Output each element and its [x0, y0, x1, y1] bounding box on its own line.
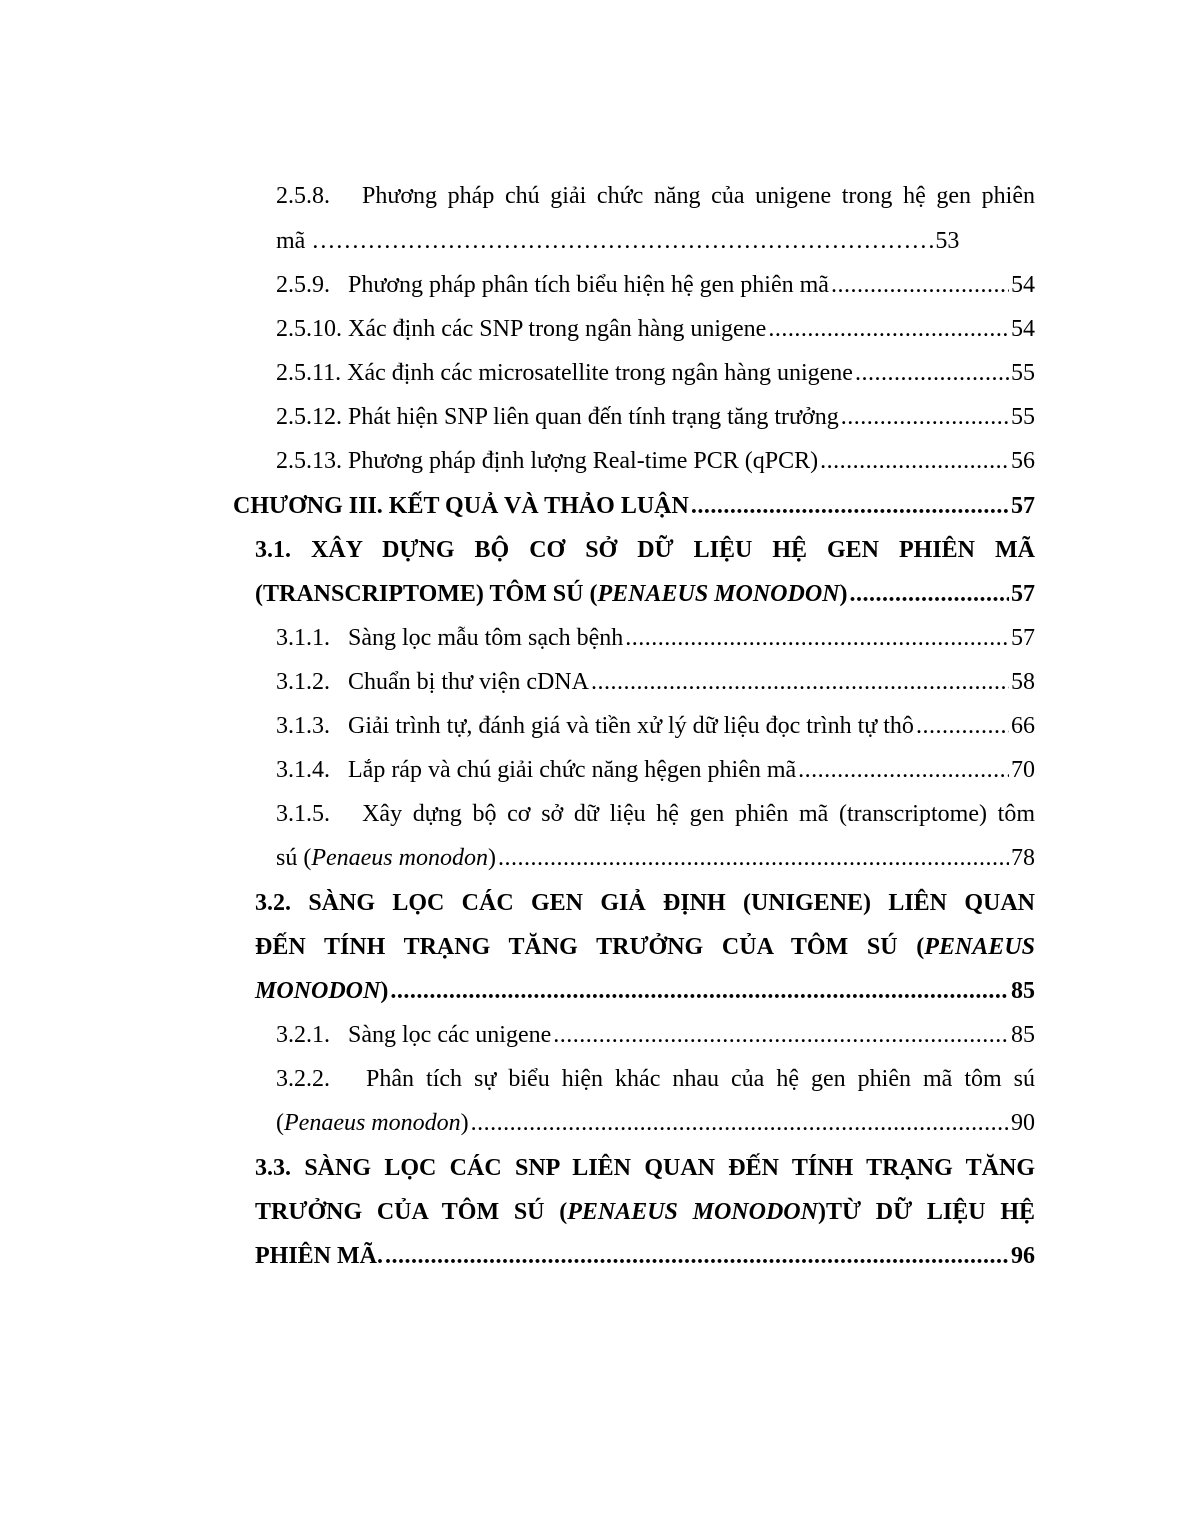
entry-title: 3.2.1. Sàng lọc các unigene	[276, 1022, 552, 1048]
dot-leader	[831, 263, 1009, 307]
page-number: 85	[1011, 978, 1035, 1004]
section-title-continued: (TRANSCRIPTOME) TÔM SÚ (PENAEUS MONODON)	[255, 581, 848, 607]
page-number: 54	[1011, 316, 1035, 342]
toc-section-3-3-line-2	[255, 1190, 1035, 1234]
toc-entry-2-5-8-line-1	[276, 174, 1035, 218]
entry-title: 3.2.2. Phân tích sự biểu hiện khác nhau của hệ gen phiên mã tôm sú	[276, 1066, 1035, 1092]
entry-title: 2.5.13. Phương pháp định lượng Real-time PCR (qPCR)	[276, 448, 819, 474]
species-name: PENAEUS	[924, 934, 1035, 960]
chapter-title: CHƯƠNG III. KẾT QUẢ VÀ THẢO LUẬN	[233, 493, 689, 519]
section-title: 3.1. XÂY DỰNG BỘ CƠ SỞ DỮ LIỆU HỆ GEN PHIÊN MÃ	[255, 537, 1035, 563]
dot-leader	[841, 395, 1009, 439]
toc-entry-3-1-3	[276, 704, 1035, 748]
toc-section-3-2-line-2	[255, 925, 1035, 969]
toc-entry-3-1-5-line-2	[276, 836, 1035, 880]
toc-entry-2-5-13	[276, 439, 1035, 483]
toc-section-3-2-line-1	[255, 881, 1035, 925]
section-title: 3.2. SÀNG LỌC CÁC GEN GIẢ ĐỊNH (UNIGENE) LIÊN QUAN	[255, 890, 1035, 916]
toc-entry-3-1-5-line-1	[276, 792, 1035, 836]
page-number: 57	[1011, 493, 1035, 519]
dot-leader	[691, 484, 1009, 528]
dot-leader	[850, 572, 1010, 616]
page-number: 78	[1011, 845, 1035, 871]
entry-title: 3.1.4. Lắp ráp và chú giải chức năng hệgen phiên mã	[276, 757, 797, 783]
page-number: 70	[1011, 757, 1035, 783]
dot-leader	[768, 307, 1009, 351]
section-title: 3.3. SÀNG LỌC CÁC SNP LIÊN QUAN ĐẾN TÍNH TRẠNG TĂNG	[255, 1155, 1035, 1181]
page-number: 55	[1011, 404, 1035, 430]
section-title-continued: TRƯỞNG CỦA TÔM SÚ (PENAEUS MONODON)TỪ DỮ LIỆU HỆ	[255, 1199, 1035, 1225]
entry-title: 3.1.3. Giải trình tự, đánh giá và tiền xử lý dữ liệu đọc trình tự thô	[276, 713, 914, 739]
page-number: 58	[1011, 669, 1035, 695]
dot-leader	[820, 439, 1009, 483]
dot-leader	[553, 1013, 1009, 1057]
entry-title: 2.5.9. Phương pháp phân tích biểu hiện hệ gen phiên mã	[276, 272, 829, 298]
dot-leader	[591, 660, 1009, 704]
toc-entry-3-1-1	[276, 616, 1035, 660]
entry-title: 3.1.2. Chuẩn bị thư viện cDNA	[276, 669, 589, 695]
species-name: Penaeus monodon	[311, 845, 488, 871]
dot-leader	[390, 969, 1009, 1013]
entry-title: 3.1.5. Xây dựng bộ cơ sở dữ liệu hệ gen phiên mã (transcriptome) tôm	[276, 801, 1035, 827]
entry-title: 2.5.10. Xác định các SNP trong ngân hàng unigene	[276, 316, 767, 342]
page-number: 54	[1011, 272, 1035, 298]
dot-leader	[798, 748, 1009, 792]
page-number: 57	[1011, 625, 1035, 651]
toc-section-3-2-line-3	[255, 969, 1035, 1013]
entry-title: 2.5.11. Xác định các microsatellite trong ngân hàng unigene	[276, 360, 853, 386]
page-number: 57	[1011, 581, 1035, 607]
page-number: 55	[1011, 360, 1035, 386]
toc-section-3-1-line-2	[255, 572, 1035, 616]
dot-leader	[916, 704, 1009, 748]
species-name: PENAEUS MONODON	[597, 581, 840, 607]
toc-entry-3-2-2-line-2	[276, 1101, 1035, 1145]
page-number: 90	[1011, 1110, 1035, 1136]
toc-entry-2-5-11	[276, 351, 1035, 395]
species-name: MONODON	[255, 978, 381, 1004]
section-title-continued: ĐẾN TÍNH TRẠNG TĂNG TRƯỞNG CỦA TÔM SÚ (PENAEUS	[255, 934, 1035, 960]
entry-title: Phương pháp chú giải chức năng của unigene trong hệ gen phiên	[361, 183, 1036, 209]
toc-section-3-1-line-1	[255, 528, 1035, 572]
dot-leader	[498, 836, 1009, 880]
toc-entry-3-2-2-line-1	[276, 1057, 1035, 1101]
dot-leader	[471, 1101, 1009, 1145]
entry-title-continued: mã ……………………………………………………………………53	[276, 228, 960, 254]
species-name: Penaeus monodon	[284, 1110, 461, 1136]
entry-title-continued: (Penaeus monodon)	[276, 1110, 469, 1136]
toc-entry-3-1-4	[276, 748, 1035, 792]
dot-leader	[385, 1234, 1009, 1278]
toc-entry-2-5-9	[276, 263, 1035, 307]
toc-section-3-3-line-3	[255, 1234, 1035, 1278]
section-title-continued: MONODON)	[255, 978, 389, 1004]
page-number: 66	[1011, 713, 1035, 739]
toc-entry-3-1-2	[276, 660, 1035, 704]
entry-title: 3.1.1. Sàng lọc mẫu tôm sạch bệnh	[276, 625, 624, 651]
toc-entry-2-5-10	[276, 307, 1035, 351]
dot-leader	[625, 616, 1009, 660]
entry-title-continued: sú (Penaeus monodon)	[276, 845, 496, 871]
toc-entry-3-2-1	[276, 1013, 1035, 1057]
entry-number: 2.5.8.	[276, 183, 330, 209]
page-number: 96	[1011, 1243, 1035, 1269]
entry-title: 2.5.12. Phát hiện SNP liên quan đến tính trạng tăng trưởng	[276, 404, 839, 430]
toc-section-3-3-line-1	[255, 1146, 1035, 1190]
dot-leader	[855, 351, 1009, 395]
toc-chapter-3	[233, 484, 1035, 528]
section-title-continued: PHIÊN MÃ.	[255, 1243, 383, 1269]
toc-entry-2-5-8-line-2	[276, 219, 1035, 263]
page-number: 85	[1011, 1022, 1035, 1048]
page-number: 56	[1011, 448, 1035, 474]
toc-entry-2-5-12	[276, 395, 1035, 439]
species-name: PENAEUS MONODON	[567, 1199, 818, 1225]
